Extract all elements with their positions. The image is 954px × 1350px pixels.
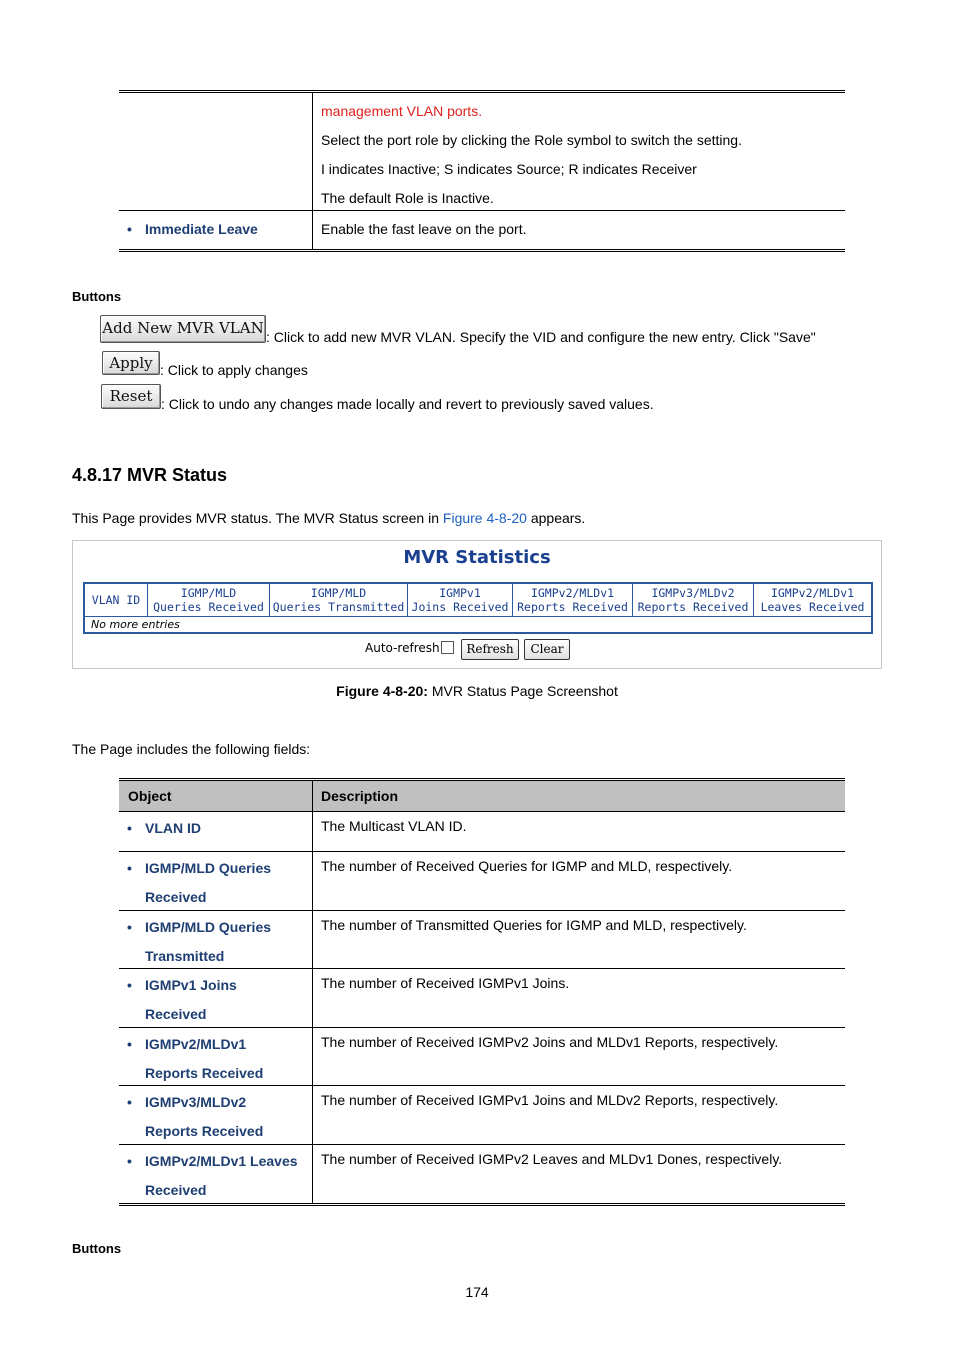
add-new-mvr-vlan-button[interactable]: Add New MVR VLAN <box>100 315 266 343</box>
mvr-statistics-table <box>83 582 873 634</box>
intro-text: This Page provides MVR status. The MVR Status screen in <box>72 510 443 526</box>
column-header-igmpv2-mldv1-reports: IGMPv2/MLDv1 Reports Received <box>513 584 633 616</box>
description-line: The default Role is Inactive. <box>321 190 494 206</box>
intro-text: appears. <box>526 510 586 526</box>
section-title: 4.8.17 MVR Status <box>72 465 228 485</box>
reset-button-description: : Click to undo any changes made locally and revert to previously saved values. <box>161 396 654 412</box>
buttons-heading: Buttons <box>72 1241 122 1256</box>
table-row <box>119 1028 845 1086</box>
description-cell <box>313 211 845 249</box>
object-cell <box>119 812 313 851</box>
table-row <box>119 852 845 911</box>
column-header-queries-received: IGMP/MLD Queries Received <box>148 584 270 616</box>
object-cell <box>119 1086 313 1144</box>
column-header-igmpv1-joins: IGMPv1 Joins Received <box>408 584 513 616</box>
table-row <box>119 812 845 852</box>
figure-link[interactable]: Figure 4-8-20 <box>442 510 527 526</box>
object-cell <box>119 852 313 910</box>
apply-button[interactable]: Apply <box>102 351 160 375</box>
description-cell: The Multicast VLAN ID. <box>321 818 467 834</box>
column-header-vlan-id: VLAN ID <box>85 584 148 616</box>
object-cell <box>119 1028 313 1085</box>
mvr-statistics-title: MVR Statistics <box>403 547 551 568</box>
header-object: Object <box>119 781 313 811</box>
table-row <box>119 93 845 211</box>
table-header <box>85 584 871 617</box>
object-cell <box>119 969 313 1027</box>
description-line: Enable the fast leave on the port. <box>321 221 527 237</box>
fields-intro: The Page includes the following fields: <box>72 741 311 757</box>
table-header <box>119 781 845 812</box>
description-line: Select the port role by clicking the Role symbol to switch the setting. <box>321 132 742 148</box>
refresh-button[interactable]: Refresh <box>461 639 519 660</box>
table-row <box>119 1086 845 1145</box>
object-name: • VLAN ID <box>119 814 312 843</box>
table-row <box>119 911 845 969</box>
object-name: • IGMPv1 Joins Received <box>119 971 312 1029</box>
object-cell <box>119 93 313 210</box>
object-name: • IGMPv3/MLDv2 Reports Received <box>119 1088 312 1146</box>
clear-button[interactable]: Clear <box>524 639 570 660</box>
caption-label: Figure 4-8-20: <box>336 683 428 699</box>
apply-button-description: : Click to apply changes <box>160 362 308 378</box>
description-cell: The number of Received IGMPv1 Joins and MLDv2 Reports, respectively. <box>321 1092 779 1108</box>
object-name: • IGMP/MLD Queries Transmitted <box>119 913 312 971</box>
auto-refresh-label: Auto-refresh <box>365 641 440 655</box>
description-cell: The number of Received IGMPv2 Joins and MLDv1 Reports, respectively. <box>321 1034 779 1050</box>
description-cell: The number of Transmitted Queries for IGMP and MLD, respectively. <box>321 917 747 933</box>
caption-text: MVR Status Page Screenshot <box>427 683 618 699</box>
description-line: I indicates Inactive; S indicates Source; R indicates Receiver <box>321 161 697 177</box>
column-header-igmpv2-mldv1-leaves: IGMPv2/MLDv1 Leaves Received <box>760 586 865 614</box>
table-row <box>119 969 845 1028</box>
reset-button[interactable]: Reset <box>101 384 161 409</box>
parameter-table-continued <box>119 90 845 252</box>
column-header-igmpv3-mldv2-reports: IGMPv3/MLDv2 Reports Received <box>633 584 754 616</box>
description-cell: The number of Received Queries for IGMP and MLD, respectively. <box>321 858 733 874</box>
table-row <box>119 211 845 249</box>
description-cell: The number of Received IGMPv1 Joins. <box>321 975 570 991</box>
object-name: • IGMP/MLD Queries Received <box>119 854 312 912</box>
empty-entries-row: No more entries <box>91 618 180 631</box>
description-cell: The number of Received IGMPv2 Leaves and MLDv1 Dones, respectively. <box>321 1151 783 1167</box>
table-row <box>119 1145 845 1203</box>
mvr-statistics-screenshot <box>72 540 882 669</box>
object-name: • Immediate Leave <box>119 215 312 244</box>
description-cell <box>313 93 845 210</box>
buttons-heading: Buttons <box>72 289 122 304</box>
page-number: 174 <box>465 1284 489 1300</box>
object-cell <box>119 911 313 968</box>
add-button-description: : Click to add new MVR VLAN. Specify the VID and configure the new entry. Click "Save" <box>266 329 816 345</box>
object-cell <box>119 211 313 249</box>
object-cell <box>119 1145 313 1203</box>
column-header-queries-transmitted: IGMP/MLD Queries Transmitted <box>270 584 408 616</box>
header-description: Description <box>321 788 399 804</box>
auto-refresh-checkbox[interactable] <box>441 641 454 654</box>
description-line: management VLAN ports. <box>321 103 483 119</box>
fields-table <box>119 778 845 1206</box>
figure-caption <box>0 683 954 699</box>
section-intro <box>72 510 585 526</box>
object-name: • IGMPv2/MLDv1 Leaves Received <box>119 1147 312 1205</box>
object-name: • IGMPv2/MLDv1 Reports Received <box>119 1030 312 1088</box>
